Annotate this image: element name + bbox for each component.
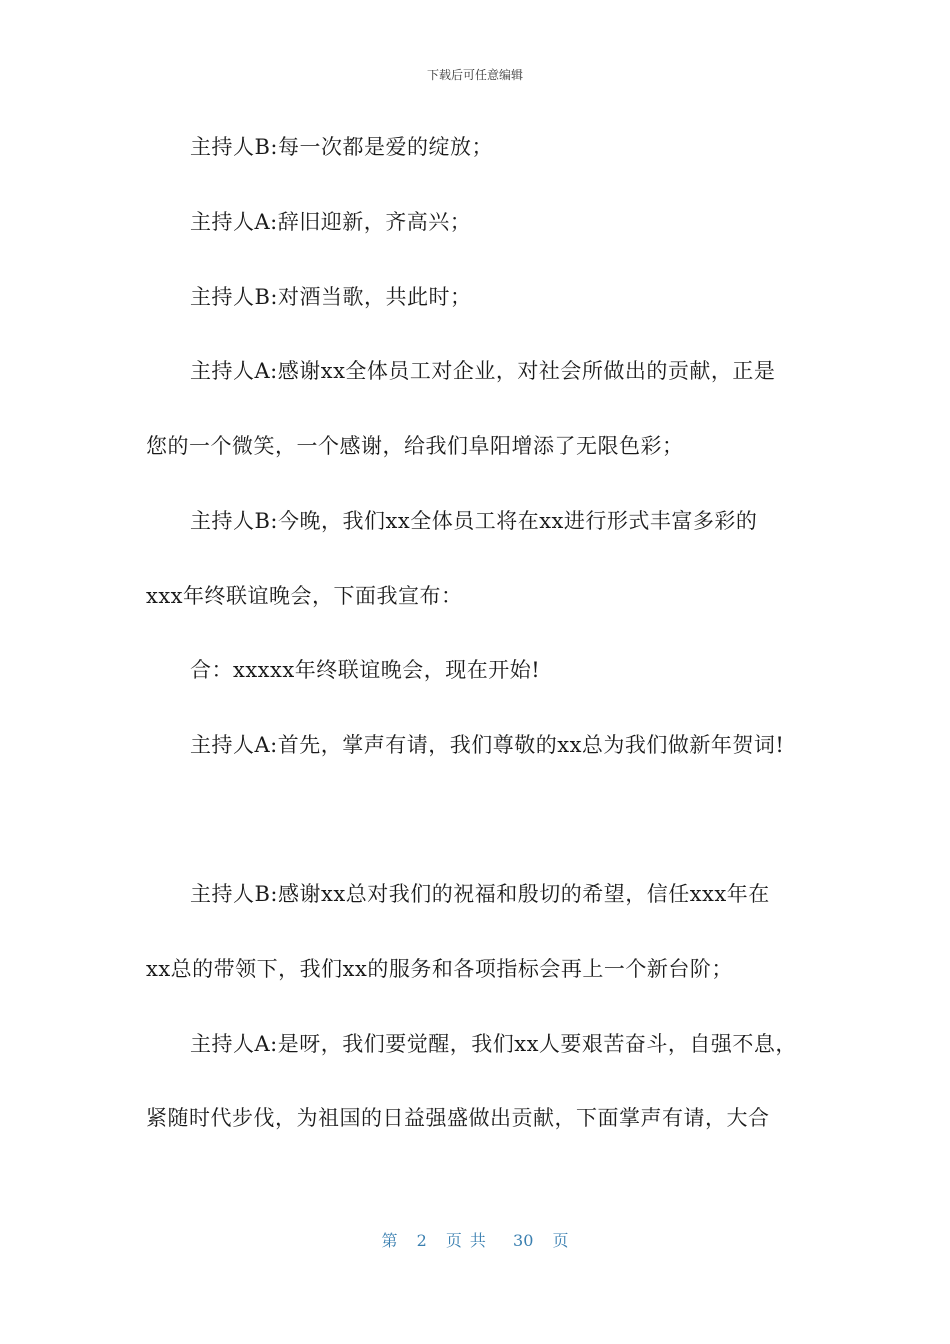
paragraph-line: 主持人B:感谢xx总对我们的祝福和殷切的希望，信任xxx年在 [190, 882, 770, 906]
paragraph-line: 主持人A:辞旧迎新，齐高兴； [190, 210, 472, 234]
total-pages: 30 [513, 1231, 534, 1250]
paragraph-line: xx总的带领下，我们xx的服务和各项指标会再上一个新台阶； [146, 957, 733, 981]
page-number: 2 [416, 1231, 427, 1250]
page-footer [0, 1228, 950, 1251]
paragraph-line: 主持人A:首先，掌声有请，我们尊敬的xx总为我们做新年贺词! [190, 733, 785, 757]
paragraph-line: 您的一个微笑，一个感谢，给我们阜阳增添了无限色彩； [146, 434, 684, 458]
paragraph-line: 主持人B:每一次都是爱的绽放； [190, 135, 494, 159]
paragraph-line: 主持人A:是呀，我们要觉醒，我们xx人要艰苦奋斗，自强不息， [190, 1032, 797, 1056]
paragraph-line: 紧随时代步伐，为祖国的日益强盛做出贡献，下面掌声有请，大合 [146, 1106, 770, 1130]
paragraph-line: 主持人B:今晚，我们xx全体员工将在xx进行形式丰富多彩的 [190, 509, 758, 533]
footer-middle: 页共 [445, 1231, 494, 1250]
footer-prefix: 第 [381, 1231, 398, 1250]
paragraph-line: 主持人B:对酒当歌，共此时； [190, 285, 472, 309]
paragraph-line: 主持人A:感谢xx全体员工对企业，对社会所做出的贡献，正是 [190, 359, 776, 383]
paragraph-line: 合：xxxxx年终联谊晚会，现在开始! [190, 658, 541, 682]
page-header: 下载后可任意编辑 [426, 68, 523, 82]
paragraph-line: xxx年终联谊晚会，下面我宣布： [146, 584, 463, 608]
footer-suffix: 页 [552, 1231, 569, 1250]
